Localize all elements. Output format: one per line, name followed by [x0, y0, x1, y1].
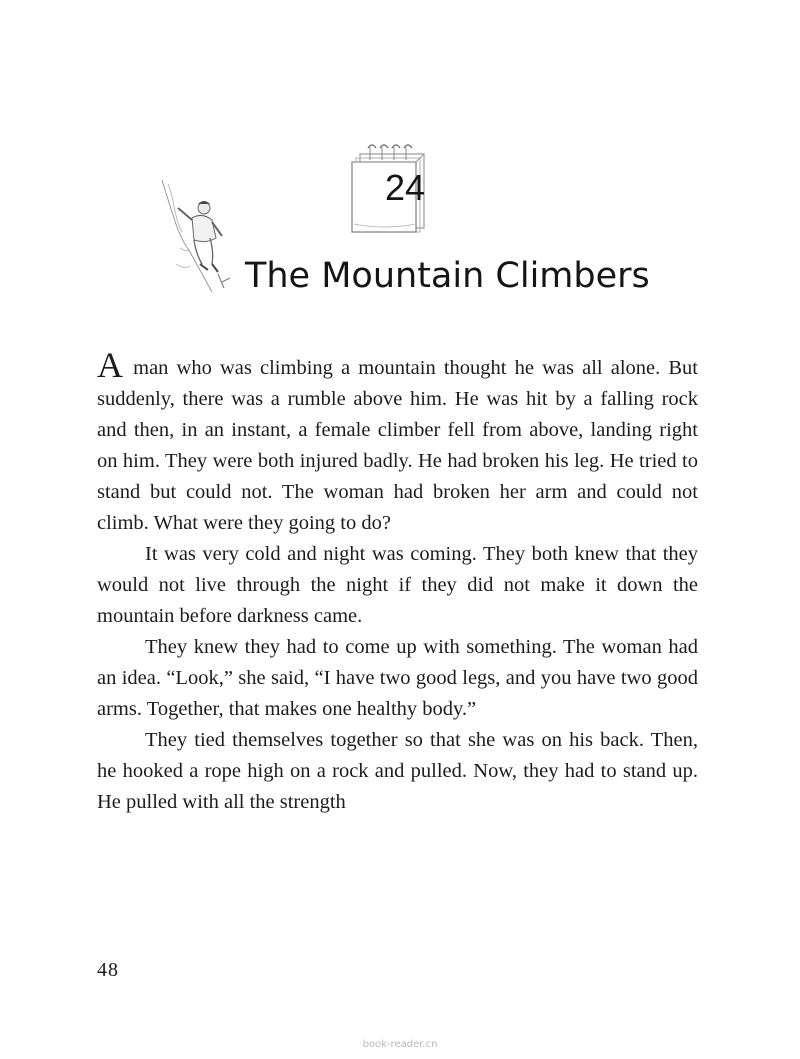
paragraph-1-text: man who was climbing a mountain thought he was all alone. But suddenly, there was a rumble above him. He was hit by a falling rock and then, in an instant, a female climber fell from above, landing right on him. They were both injured badly. He had broken his leg. He tried to stand but could not. The woman had broken her arm and could not climb. What were they going to do? — [97, 357, 698, 534]
paragraph-2: It was very cold and night was coming. They both knew that they would not live through the night if they did not make it down the mountain before darkness came. — [97, 543, 698, 627]
page-number: 48 — [97, 959, 119, 981]
watermark: book-reader.cn — [362, 1039, 438, 1050]
chapter-number: 24 — [384, 167, 426, 208]
paragraph-3: They knew they had to come up with something. The woman had an idea. “Look,” she said, “I have two good legs, and you have two good arms. Together, that makes one healthy body.” — [97, 636, 698, 720]
paragraph-1 — [97, 345, 698, 539]
climber-illustration — [158, 178, 244, 296]
body-text — [97, 345, 698, 818]
chapter-title: The Mountain Climbers — [245, 256, 650, 296]
paragraph-4: They tied themselves together so that she was on his back. Then, he hooked a rope high on a rock and pulled. Now, they had to stand up. He pulled with all the strength — [97, 729, 698, 813]
drop-cap: A — [97, 345, 123, 385]
